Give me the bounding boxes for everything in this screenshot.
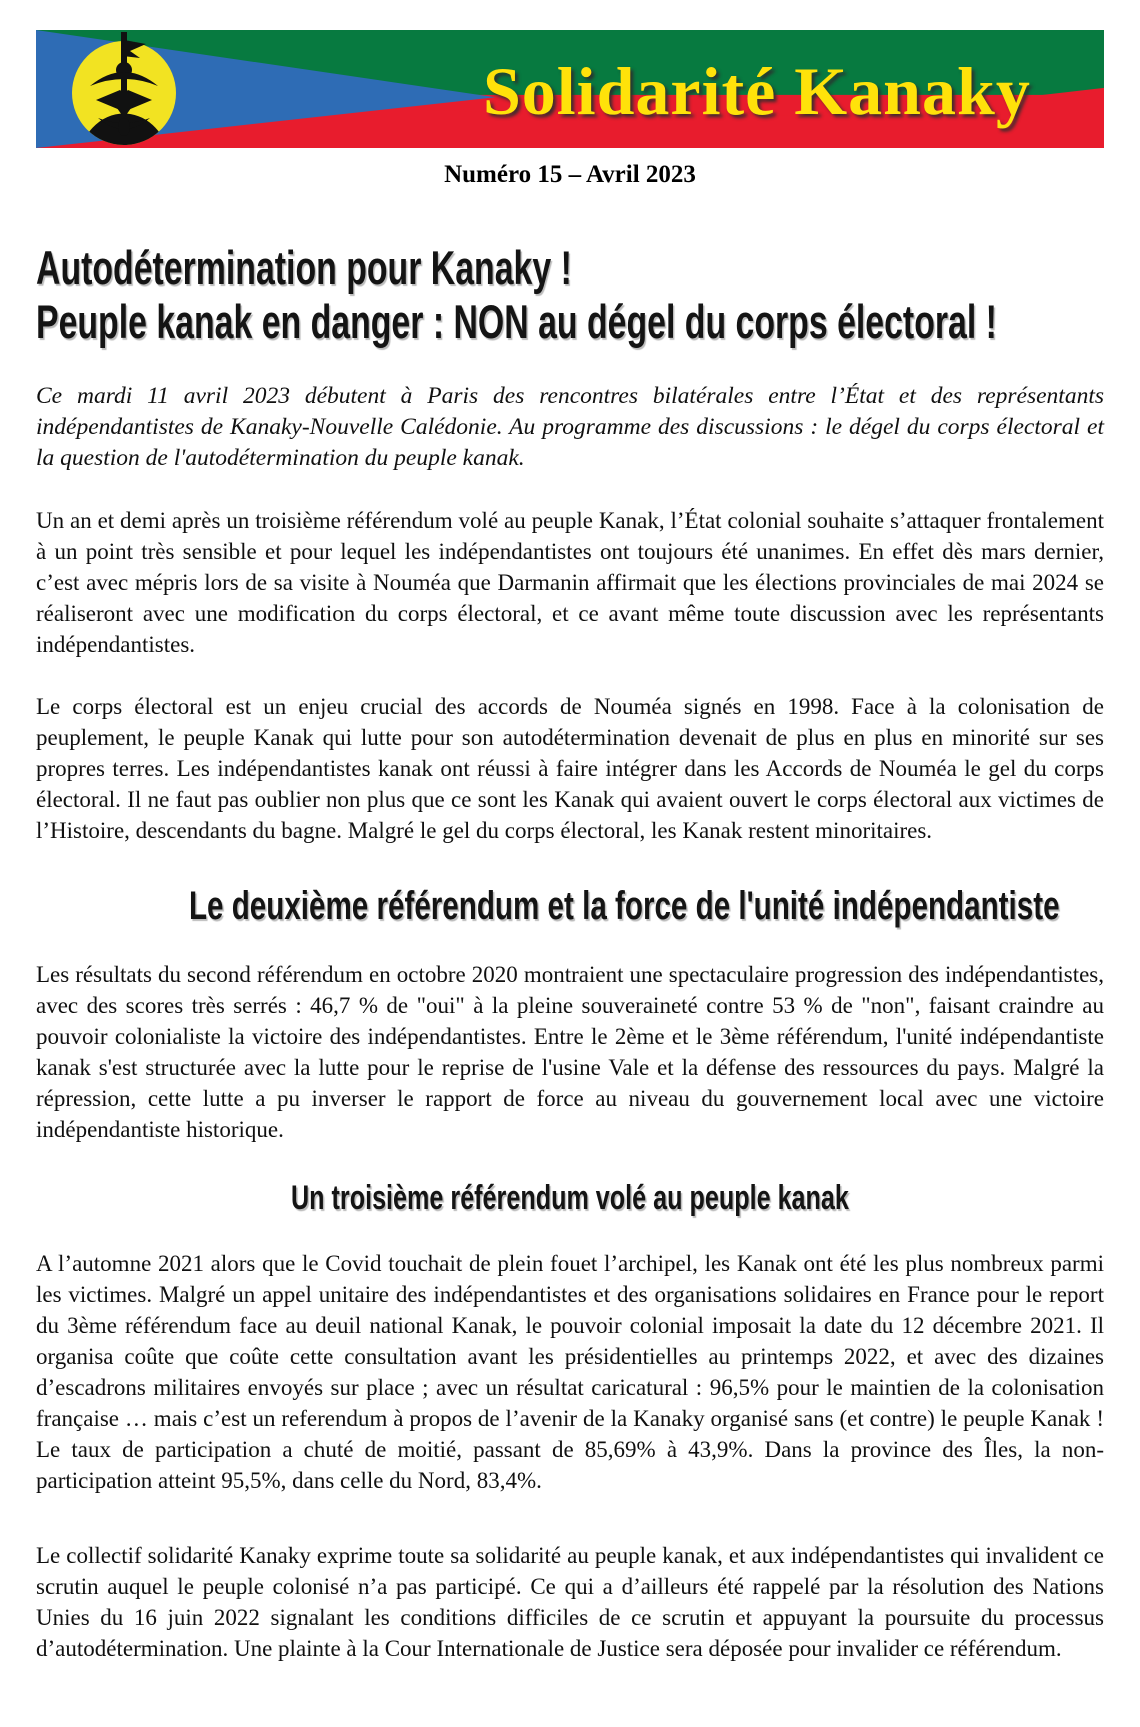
section-heading-2-text: Un troisième référendum volé au peuple kanak (291, 1179, 849, 1217)
headline-line-2: Peuple kanak en danger : NON au dégel du corps électoral ! (36, 295, 997, 348)
issue-line: Numéro 15 – Avril 2023 (444, 161, 696, 188)
section-heading-1-text: Le deuxième référendum et la force de l'unité indépendantiste (188, 884, 1060, 928)
lead-paragraph: Ce mardi 11 avril 2023 débutent à Paris des rencontres bilatérales entre l’État et des représentants indépendantistes de Kanaky-Nouvelle Calédonie. Au programme des discussions : le dégel du corps électoral et la question de l'autodétermination du peuple kanak. (36, 383, 1104, 471)
fleche-faitiere-icon (58, 30, 198, 148)
section-2-paragraph-1: A l’automne 2021 alors que le Covid touchait de plein fouet l’archipel, les Kanak ont été les plus nombreux parmi les victimes. Malgré un appel unitaire des indépendantistes et des organisations solidaires en France pour le report du 3ème référendum face au deuil national Kanak, le pouvoir colonial imposait la date du 12 décembre 2021. Il organisa coûte que coûte cette consultation avant les présidentielles au printemps 2022, et avec des dizaines d’escadrons militaires envoyés sur place ; avec un résultat caricatural : 96,5% pour le maintien de la colonisation française … mais c’est un referendum à propos de l’avenir de la Kanaky organisé sans (et contre) le peuple Kanak ! Le taux de participation a chuté de moitié, passant de 85,69% à 43,9%. Dans la province des Îles, la non-participation atteint 95,5%, dans celle du Nord, 83,4%. (36, 1251, 1104, 1493)
masthead-title: Solidarité Kanaky (482, 52, 1031, 129)
section-heading-1 (36, 884, 1104, 928)
headline-line-1: Autodétermination pour Kanaky ! (36, 241, 572, 294)
paragraph-1: Un an et demi après un troisième référendum volé au peuple Kanak, l’État colonial souhaite s’attaquer frontalement à un point très sensible et pour lequel les indépendantistes ont toujours été unanimes. En effet dès mars dernier, c’est avec mépris lors de sa visite à Nouméa que Darmanin affirmait que les élections provinciales de mai 2024 se réaliseront avec une modification du corps électoral, et ce avant même toute discussion avec les représentants indépendantistes. (36, 508, 1104, 657)
paragraph-2: Le corps électoral est un enjeu crucial des accords de Nouméa signés en 1998. Face à la colonisation de peuplement, le peuple Kanak qui lutte pour son autodétermination devenait de plus en plus en minorité sur ses propres terres. Les indépendantistes kanak ont réussi à faire intégrer dans les Accords de Nouméa le gel du corps électoral. Il ne faut pas oublier non plus que ce sont les Kanak qui avaient ouvert le corps électoral aux victimes de l’Histoire, descendants du bagne. Malgré le gel du corps électoral, les Kanak restent minoritaires. (36, 694, 1104, 843)
section-heading-2 (36, 1179, 1104, 1217)
section-1-paragraph: Les résultats du second référendum en octobre 2020 montraient une spectaculaire progression des indépendantistes, avec des scores très serrés : 46,7 % de "oui" à la pleine souveraineté contre 53 % de "non", faisant craindre au pouvoir colonialiste la victoire des indépendantistes. Entre le 2ème et le 3ème référendum, l'unité indépendantiste kanak s'est structurée avec la lutte pour le reprise de l'usine Vale et la défense des ressources du pays. Malgré la répression, cette lutte a pu inverser le rapport de force au niveau du gouvernement local avec une victoire indépendantiste historique. (36, 962, 1104, 1142)
section-2-paragraph-2: Le collectif solidarité Kanaky exprime toute sa solidarité au peuple kanak, et aux indépendantistes qui invalident ce scrutin auquel le peuple colonisé n’a pas participé. Ce qui a d’ailleurs été rappelé par la résolution des Nations Unies du 16 juin 2022 signalant les conditions difficiles de ce scrutin et appuyant la poursuite du processus d’autodétermination. Une plainte à la Cour Internationale de Justice sera déposée pour invalider ce référendum. (36, 1543, 1104, 1661)
masthead-banner (36, 30, 1104, 148)
article-headline (36, 241, 1104, 349)
